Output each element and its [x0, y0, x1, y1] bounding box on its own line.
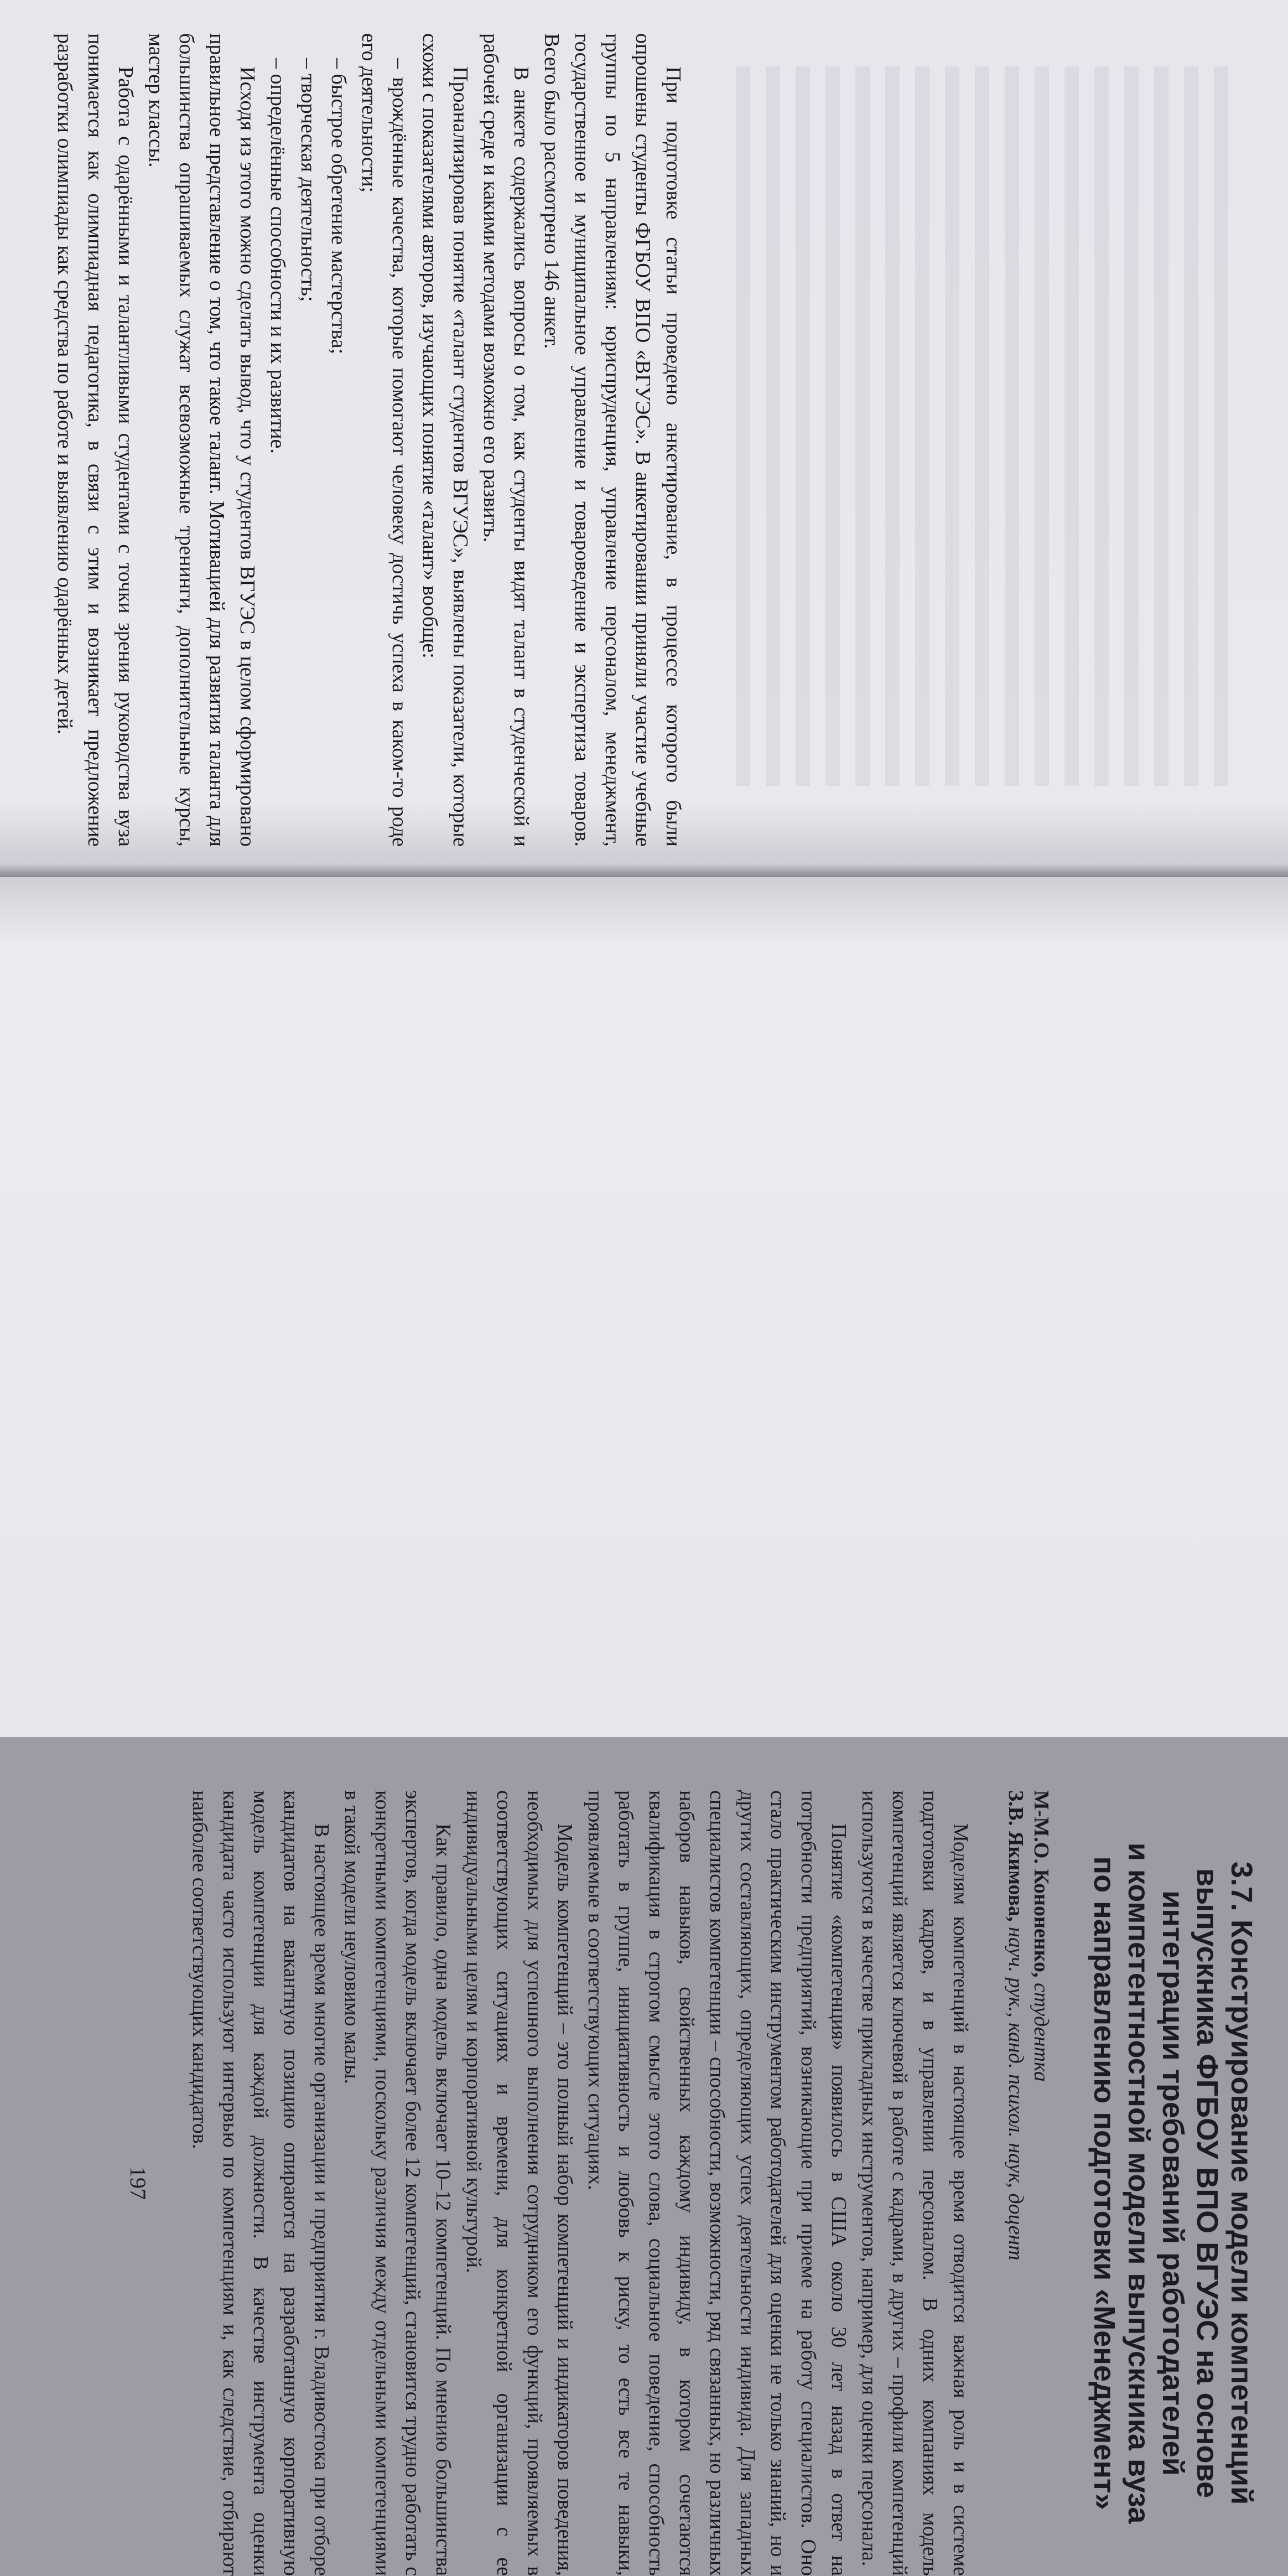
paragraph: Исходя из этого можно сделать вывод, что у студентов ВГУЭС в целом сформировано правильное представление о том, что такое талант. Мотивацией для развития таланта для большинства опрашиваемых служат всевозможные тренинги, дополнительные курсы, мастер классы. [144, 33, 259, 847]
paragraph: Работа с одарёнными и талантливыми студентами с точки зрения руководства вуза понимается как олимпиадная педагогика, в связи с этим и возникает предложение разработки олимпиады как средства по работе и выявлению одарённых детей. [53, 33, 137, 847]
author-role: студентка [1030, 1983, 1053, 2082]
author-role: науч. рук., канд. психол. наук, доцент [1004, 1927, 1027, 2261]
author-line [1029, 1790, 1054, 2576]
right-page-text-block [97, 1790, 1259, 2576]
author-name: З.В. Якимова, [1004, 1790, 1027, 1922]
left-page [0, 0, 1288, 873]
title-line: интеграции требований работодателей [1156, 1890, 1190, 2476]
paragraph: Моделям компетенций в настоящее время отводится важная роль и в системе подготовки кадров, и в управлении персоналом. В одних компаниях модель компетенций является ключевой в работе с кадрами, в других – профили компетенций используются в качестве прикладных инструментов, например, для оценки персонала. [858, 1790, 972, 2576]
left-page-text-block [53, 33, 688, 847]
title-line: 3.7. Конструирование модели компетенций [1225, 1861, 1258, 2505]
author-line [1003, 1790, 1029, 2576]
bleed-through-text [736, 66, 1234, 786]
author-name: М-М.О. Кононенко, [1030, 1790, 1053, 1978]
page-number: 197 [126, 2166, 150, 2200]
title-line: по направлению подготовки «Менеджмент» [1088, 1856, 1121, 2510]
paragraph: В настоящее время многие организации и предприятия г. Владивостока при отборе кандидатов на вакантную позицию опираются на разработанную корпоративную модель компетенции для каждой должности. В качестве инструмента оценки кандидата часто используют интервью по компетенциям и, как следствие, отбирают наиболее соответствующих кандидатов. [188, 1790, 333, 2576]
list-item: – врождённые качества, которые помогают человеку достичь успеха в каком-то роде его деятельности; [357, 33, 411, 847]
paragraph: Проанализировав понятие «талант студентов ВГУЭС», выявлены показатели, которые схожи с показателями авторов, изучающих понятие «талант» вообще: [418, 33, 472, 847]
list-item: – быстрое обретение мастерства; [327, 58, 350, 355]
list-item: – определённые способности и их развитие. [266, 58, 289, 454]
paragraph: Модель компетенций – это полный набор компетенций и индикаторов поведения, необходимых для успешного выполнения сотрудником его функций, проявляемых в соответствующих ситуациях и времени, для конкретной организации с ее индивидуальными целям и корпоративной культурой. [462, 1790, 577, 2576]
title-line: и компетентностной модели выпускника вуза [1122, 1842, 1155, 2524]
author-list [1003, 1790, 1054, 2576]
paragraph: Понятие «компетенция» появилось в США около 30 лет назад в ответ на потребности предприятий, возникающие при приеме на работу специалистов. Оно стало практическим инструментом работодателей для оценки не только знаний, но и других составляющих, определяющих успех деятельности индивида. Для западных специалистов компетенции – способности, возможности, ряд связанных, но различных наборов навыков, свойственных каждому индивиду, в котором сочетаются квалификация в строгом смысле этого слова, социальное поведение, способность работать в группе, инициативность и любовь к риску, то есть все те навыки, проявляемые в соответствующих ситуациях. [584, 1790, 850, 2576]
paragraph: При подготовке статьи проведено анкетирование, в процессе которого были опрошены студенты ФГБОУ ВПО «ВГУЭС». В анкетировании приняли участие учебные группы по 5 направлениям: юриспруденция, управление персоналом, менеджмент, государственное и муниципальное управление и товароведение и экспертиза товаров. Всего было рассмотрено 146 анкет. [540, 33, 685, 847]
list-item: – творческая деятельность; [297, 58, 320, 302]
title-line: выпускника ФГБОУ ВПО ВГУЭС на основе [1191, 1868, 1224, 2499]
article-title [1087, 1790, 1259, 2576]
paragraph: Как правило, одна модель включает 10–12 компетенций. По мнению большинства экспертов, когда модель включает более 12 компетенций, становится трудно работать с конкретными компетенциями, поскольку различия между отдельными компетенциями в такой модели неуловимо малы. [340, 1790, 455, 2576]
paragraph: В анкете содержались вопросы о том, как студенты видят талант в студенческой и рабочей среде и какими методами возможно его развить. [479, 33, 533, 847]
right-page [0, 877, 1288, 2576]
